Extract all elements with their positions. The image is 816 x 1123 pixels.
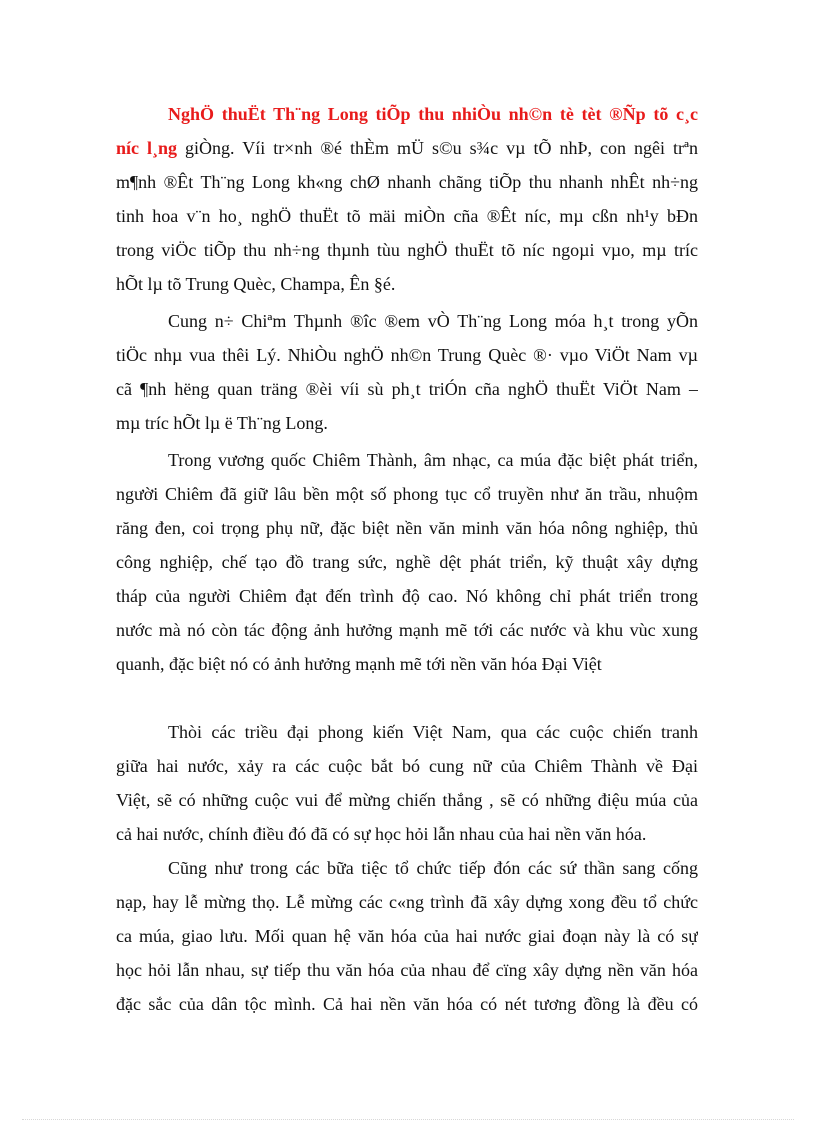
paragraph-line: mµ tríc hÕt lµ ë Th¨ng Long. <box>116 413 328 433</box>
paragraph-line: m¶nh ®Êt Th¨ng Long kh«ng chØ nhanh chãng tiÕp thu nhanh nhÊt nh÷ng <box>116 172 698 192</box>
paragraph-line: tinh hoa v¨n ho¸ nghÖ thuËt tõ mäi miÒn cña ®Êt níc, mµ cßn nh¹y bÐn <box>116 206 698 226</box>
paragraph-line: người Chiêm đã giữ lâu bền một số phong tục cổ truyền như ăn trầu, nhuộm <box>116 484 698 504</box>
paragraph-line: Cũng như trong các bữa tiệc tổ chức tiếp đón các sứ thần sang cống <box>168 858 698 878</box>
paragraph-line: hÕt lµ tõ Trung Quèc, Champa, Ên §é. <box>116 274 396 294</box>
paragraph-line <box>116 131 698 165</box>
paragraph-line: giữa hai nước, xảy ra các cuộc bắt bó cung nữ của Chiêm Thành về Đại <box>116 756 698 776</box>
paragraph-line: đặc sắc của dân tộc mình. Cả hai nền văn hóa có nét tương đồng là đều có <box>116 994 698 1014</box>
paragraph-line: quanh, đặc biệt nó có ảnh hưởng mạnh mẽ tới nền văn hóa Đại Việt <box>116 654 602 674</box>
paragraph-line: tháp của người Chiêm đạt đến trình độ cao. Nó không chỉ phát triển trong <box>116 586 698 606</box>
highlighted-lead-text: NghÖ thuËt Th¨ng Long tiÕp thu nhiÒu nh©n tè tèt ®Ñp tõ c¸c <box>168 104 698 124</box>
paragraph-line: Việt, sẽ có những cuộc vui để mừng chiến thắng , sẽ có những điệu múa của <box>116 790 698 810</box>
paragraph-text: giÒng. Víi tr×nh ®é thÈm mÜ s©u s¾c vµ tÕ nhÞ, con ngêi trªn <box>177 138 698 158</box>
paragraph-line: học hỏi lẫn nhau, sự tiếp thu văn hóa của nhau để cïng xây dựng nền văn hóa <box>116 960 698 980</box>
paragraph-line: nước mà nó còn tác động ảnh hưởng mạnh mẽ tới các nước và khu vùc xung <box>116 620 698 640</box>
paragraph-line: nạp, hay lễ mừng thọ. Lễ mừng các c«ng trình đã xây dựng xong đều tổ chức <box>116 892 698 912</box>
paragraph-line: tiÖc nhµ vua thêi Lý. NhiÒu nghÖ nh©n Trung Quèc ®· vµo ViÖt Nam vµ <box>116 345 698 365</box>
paragraph-line: ca múa, giao lưu. Mối quan hệ văn hóa của hai nước giai đoạn này là có sự <box>116 926 698 946</box>
paragraph-line: công nghiệp, chế tạo đồ trang sức, nghề dệt phát triển, kỹ thuật xây dựng <box>116 552 698 572</box>
paragraph-line: cả hai nước, chính điều đó đã có sự học hỏi lẫn nhau của hai nền văn hóa. <box>116 824 647 844</box>
paragraph-line <box>116 97 698 131</box>
paragraph-line: cã ¶nh hëng quan träng ®èi víi sù ph¸t triÓn cña nghÖ thuËt ViÖt Nam – <box>116 379 698 399</box>
paragraph-line: răng đen, coi trọng phụ nữ, đặc biệt nền văn minh văn hóa nông nghiệp, thủ <box>116 518 698 538</box>
paragraph-line: Thòi các triều đại phong kiến Việt Nam, qua các cuộc chiến tranh <box>168 722 698 742</box>
paragraph-line: Cung n÷ Chiªm Thµnh ®îc ®em vÒ Th¨ng Long móa h¸t trong yÕn <box>168 311 698 331</box>
paragraph-line: Trong vương quốc Chiêm Thành, âm nhạc, ca múa đặc biệt phát triển, <box>168 450 698 470</box>
highlighted-lead-text: níc l¸ng <box>116 138 178 158</box>
paragraph-line: trong viÖc tiÕp thu nh÷ng thµnh tùu nghÖ thuËt tõ níc ngoµi vµo, mµ tríc <box>116 240 698 260</box>
page-bottom-rule <box>22 1119 794 1120</box>
